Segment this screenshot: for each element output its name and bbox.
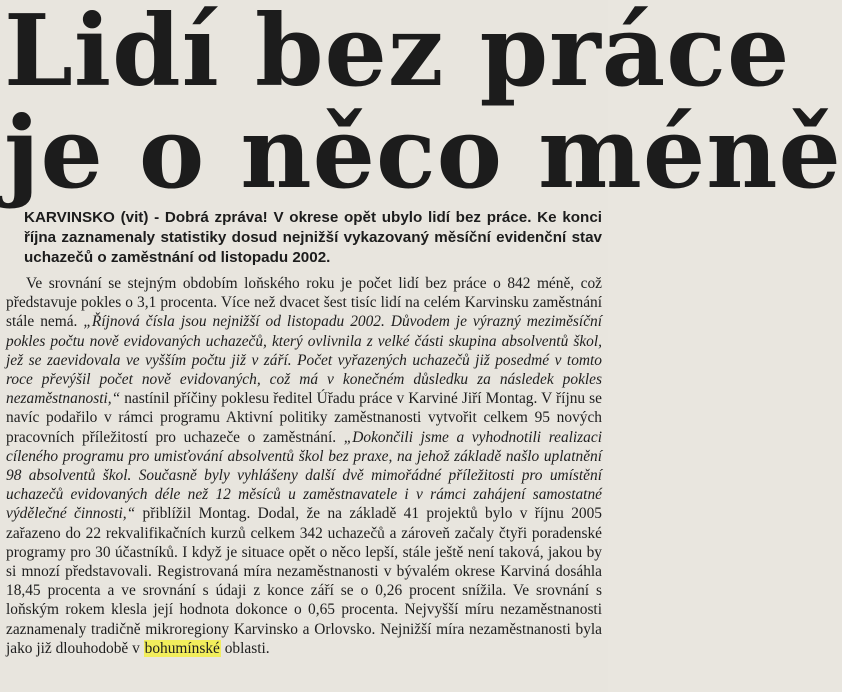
body-text [6, 274, 602, 658]
quote-2: „Dokončili jsme a vyhodnotili realizaci cíleného programu pro umisťování absolventů škol bez praxe, na jehož základě našlo uplatnění 98 absolventů škol. Současně byly vyhlášeny další dvě mimořádné příležitosti pro umístění uchazečů evidovaných déle než 12 měsíců u zaměstnavatele i v rámci zahájení samostatné výdělečné činnosti,“ [6, 428, 602, 523]
headline [0, 0, 842, 211]
quote-1: „Říjnová čísla jsou nejnižší od listopadu 2002. Důvodem je výrazný meziměsíční pokles počtu nově evidovaných uchazečů, který ovlivnila z velké části skupina absolventů škol, jež se zaevidovala ve vyšším počtu již v září. Počet vyřazených uchazečů již posedmé v tomto roce převýšil počet nově evidovaných, což má v konečném důsledku za následek pokles nezaměstnanosti,“ [6, 313, 602, 408]
headline-line-2: je o něco méně [4, 96, 842, 211]
lead-paragraph: KARVINSKO (vit) - Dobrá zpráva! V okrese opět ubylo lidí bez práce. Ke konci října zaznamenaly statistiky dosud nejnižší vykazovaný měsíční evidenční stav uchazečů o zaměstnání od listopadu 2002. [24, 209, 602, 266]
body-text-part-3: přiblížil Montag. Dodal, že na základě 41 projektů bylo v říjnu 2005 zařazeno do 22 rekvalifikačních kurzů celkem 342 uchazečů a zároveň začaly čtyři poradenské programy pro 30 účastníků. I když je situace opět o něco lepší, stále ještě není taková, jakou by si mnozí představovali. Registrovaná míra nezaměstnanosti v bývalém okrese Karviná dosáhla 18,45 procenta a ve srovnání s údaji z konce září se o 0,26 procent snížila. Ve srovnání s loňským rokem klesla její hodnota dokonce o 0,65 procenta. Nejvyšší míru nezaměstnanosti zaznamenaly tradičně mikroregiony Karvinsko a Orlovsko. Nejnižší míra nezaměstnanosti byla jako již dlouhodobě v [6, 505, 602, 657]
body-text-end: oblasti. [220, 639, 270, 657]
highlighted-word: bohumínské [144, 639, 220, 657]
headline-line-1: Lidí bez práce [4, 0, 791, 109]
body-text-part-1: Ve srovnání se stejným obdobím loňského roku je počet lidí bez práce o 842 méně, což představuje pokles o 3,1 procenta. Více než dvacet šest tisíc lidí na celém Karvinsku zaměstnání stále nemá. [6, 275, 602, 331]
body-text-part-2: nastínil příčiny poklesu ředitel Úřadu práce v Karviné Jiří Montag. V říjnu se navíc podařilo v rámci programu Aktivní politiky zaměstnanosti vytvořit celkem 95 nových pracovních příležitostí pro uchazeče o zaměstnání. [6, 390, 602, 446]
